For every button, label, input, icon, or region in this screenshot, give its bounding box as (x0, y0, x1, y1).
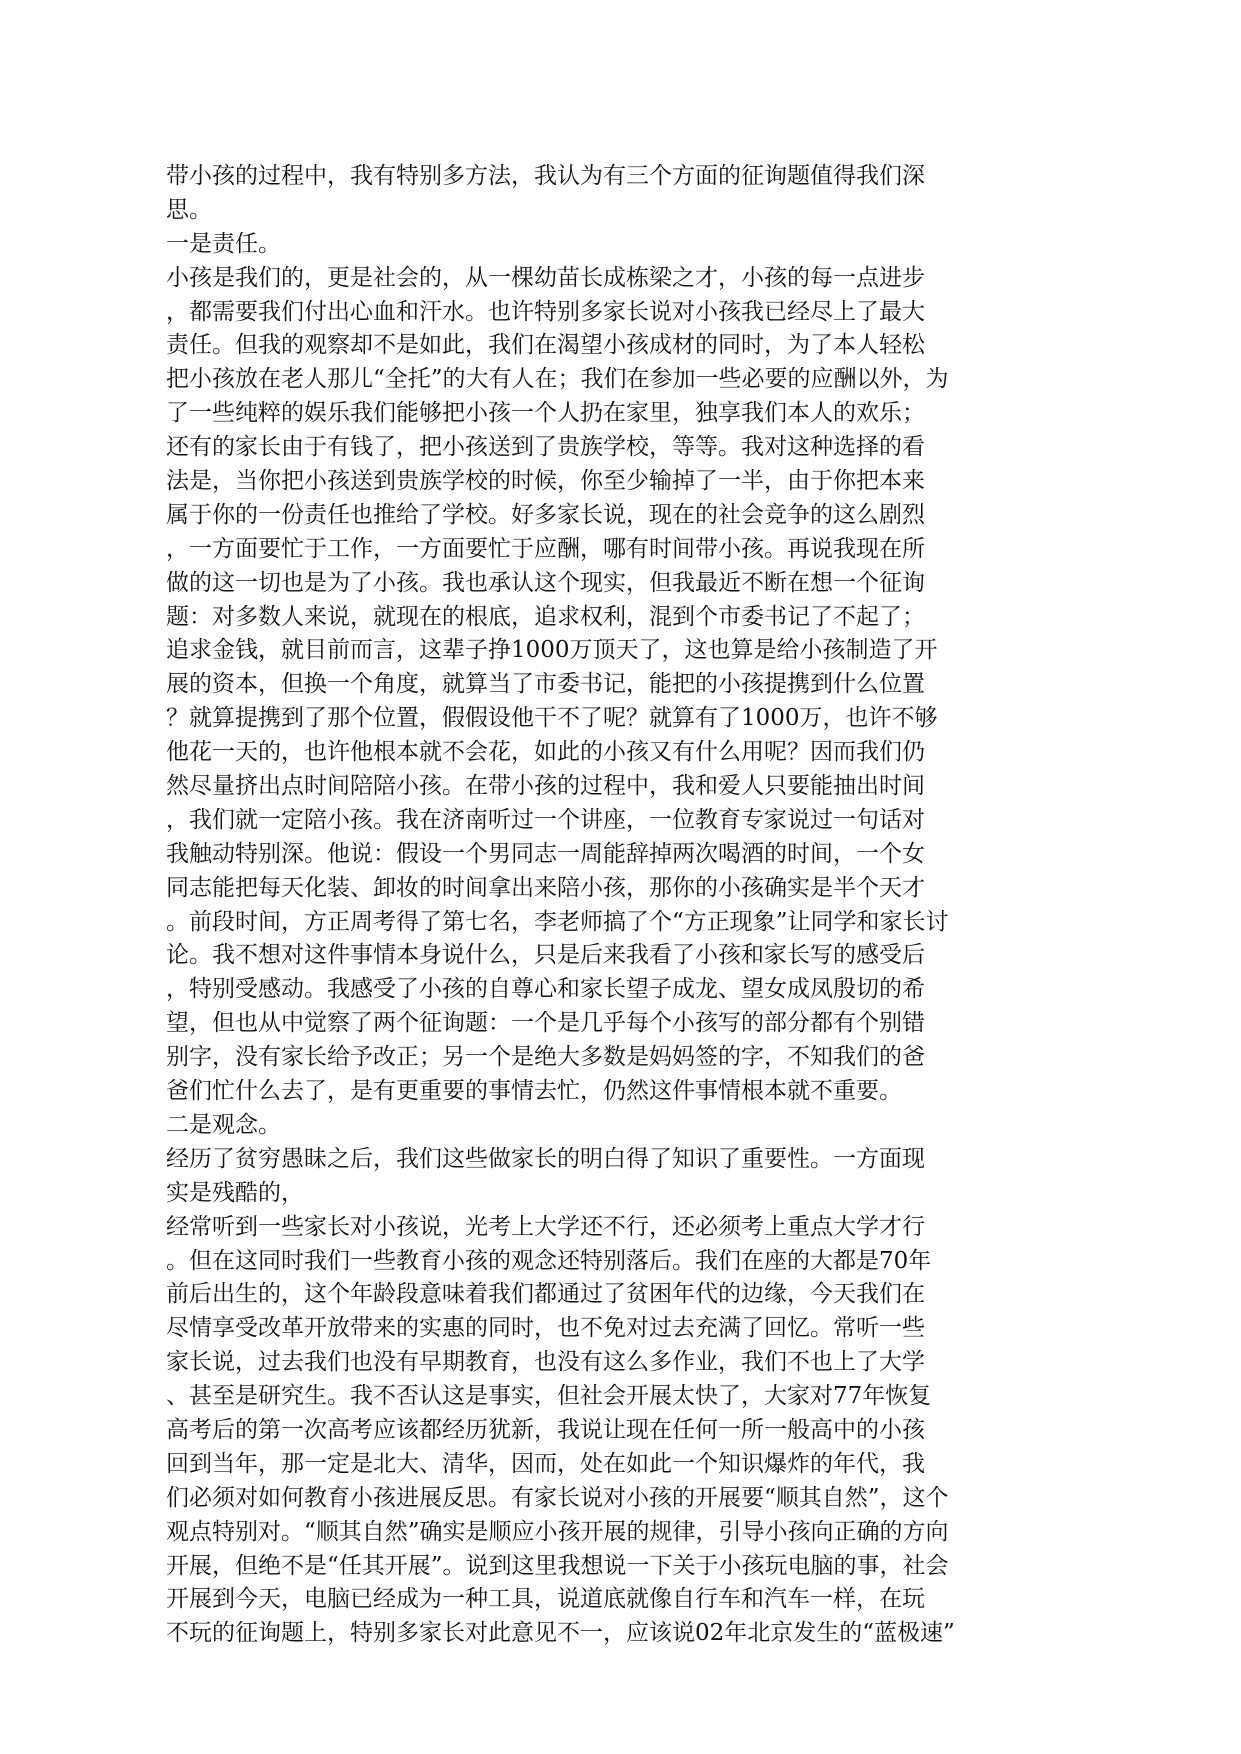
text-line: 们必须对如何教育小孩进展反思。有家长说对小孩的开展要“顺其自然”，这个 (166, 1484, 949, 1511)
text-line: 他花一天的，也许他根本就不会花，如此的小孩又有什么用呢？因而我们仍 (166, 739, 925, 766)
text-line: 、甚至是研究生。我不否认这是事实，但社会开展太快了，大家对77年恢复 (166, 1383, 932, 1410)
text-line: 我触动特别深。他说：假设一个男同志一周能辞掉两次喝酒的时间，一个女 (166, 840, 925, 867)
text-line: 回到当年，那一定是北大、清华，因而，处在如此一个知识爆炸的年代，我 (166, 1450, 925, 1477)
text-line: 带小孩的过程中，我有特别多方法，我认为有三个方面的征询题值得我们深 (166, 163, 925, 189)
text-line: 实是残酷的， (166, 1179, 304, 1206)
text-line: 开展，但绝不是“任其开展”。说到这里我想说一下关于小孩玩电脑的事，社会 (166, 1552, 949, 1579)
text-line: 经历了贫穷愚昧之后，我们这些做家长的明白得了知识了重要性。一方面现 (166, 1145, 925, 1172)
text-line: 思。 (166, 196, 212, 223)
text-line: 爸们忙什么去了，是有更重要的事情去忙，仍然这件事情根本就不重要。 (166, 1078, 902, 1105)
text-line: 把小孩放在老人那儿“全托”的大有人在；我们在参加一些必要的应酬以外，为 (166, 366, 949, 393)
text-line: 尽情享受改革开放带来的实惠的同时，也不免对过去充满了回忆。常听一些 (166, 1315, 925, 1342)
text-line: 属于你的一份责任也推给了学校。好多家长说，现在的社会竞争的这么剧烈 (166, 501, 925, 528)
document-body (166, 160, 1066, 1651)
text-line: 别字，没有家长给予改正；另一个是绝大多数是妈妈签的字，不知我们的爸 (166, 1044, 925, 1071)
text-line: ，一方面要忙于工作，一方面要忙于应酬，哪有时间带小孩。再说我现在所 (166, 535, 925, 562)
text-line: 经常听到一些家长对小孩说，光考上大学还不行，还必须考上重点大学才行 (166, 1213, 925, 1240)
text-line: 高考后的第一次高考应该都经历犹新，我说让现在任何一所一般高中的小孩 (166, 1416, 925, 1443)
text-line: 然尽量挤出点时间陪陪小孩。在带小孩的过程中，我和爱人只要能抽出时间 (166, 773, 925, 800)
text-line: 不玩的征询题上，特别多家长对此意见不一，应该说02年北京发生的“蓝极速” (166, 1620, 955, 1647)
text-line: 同志能把每天化装、卸妆的时间拿出来陪小孩，那你的小孩确实是半个天才 (166, 874, 925, 901)
text-line: 望，但也从中觉察了两个征询题：一个是几乎每个小孩写的部分都有个别错 (166, 1010, 925, 1037)
text-line: 观点特别对。“顺其自然”确实是顺应小孩开展的规律，引导小孩向正确的方向 (166, 1518, 949, 1545)
text-line: 了一些纯粹的娱乐我们能够把小孩一个人扔在家里，独享我们本人的欢乐； (166, 400, 925, 427)
text-line: 。前段时间，方正周考得了第七名，李老师搞了个“方正现象”让同学和家长讨 (166, 908, 949, 935)
text-line: 做的这一切也是为了小孩。我也承认这个现实，但我最近不断在想一个征询 (166, 569, 925, 596)
text-line: 还有的家长由于有钱了，把小孩送到了贵族学校，等等。我对这种选择的看 (166, 434, 925, 461)
text-line: 追求金钱，就目前而言，这辈子挣1000万顶天了，这也算是给小孩制造了开 (166, 637, 938, 664)
text-line: ，特别受感动。我感受了小孩的自尊心和家长望子成龙、望女成凤殷切的希 (166, 976, 925, 1003)
text-line: 论。我不想对这件事情本身说什么，只是后来我看了小孩和家长写的感受后 (166, 942, 925, 969)
section-heading: 二是观念。 (166, 1111, 281, 1138)
text-line: 法是，当你把小孩送到贵族学校的时候，你至少输掉了一半，由于你把本来 (166, 468, 925, 495)
text-line: ？就算提携到了那个位置，假假设他干不了呢？就算有了1000万，也许不够 (166, 705, 938, 732)
text-line: 开展到今天，电脑已经成为一种工具，说道底就像自行车和汽车一样，在玩 (166, 1586, 925, 1613)
text-line: ，都需要我们付出心血和汗水。也许特别多家长说对小孩我已经尽上了最大 (166, 298, 925, 325)
section-heading: 一是责任。 (166, 230, 281, 257)
text-line: 前后出生的，这个年龄段意味着我们都通过了贫困年代的边缘，今天我们在 (166, 1281, 925, 1308)
text-line: 小孩是我们的，更是社会的，从一棵幼苗长成栋梁之才，小孩的每一点进步 (166, 264, 925, 291)
text-line: 题：对多数人来说，就现在的根底，追求权利，混到个市委书记了不起了； (166, 603, 925, 630)
text-line: 责任。但我的观察却不是如此，我们在渴望小孩成材的同时，为了本人轻松 (166, 332, 925, 359)
text-line: 。但在这同时我们一些教育小孩的观念还特别落后。我们在座的大都是70年 (166, 1247, 932, 1274)
text-line: ，我们就一定陪小孩。我在济南听过一个讲座，一位教育专家说过一句话对 (166, 806, 925, 833)
text-line: 家长说，过去我们也没有早期教育，也没有这么多作业，我们不也上了大学 (166, 1349, 925, 1376)
text-line: 展的资本，但换一个角度，就算当了市委书记，能把的小孩提携到什么位置 (166, 671, 925, 698)
